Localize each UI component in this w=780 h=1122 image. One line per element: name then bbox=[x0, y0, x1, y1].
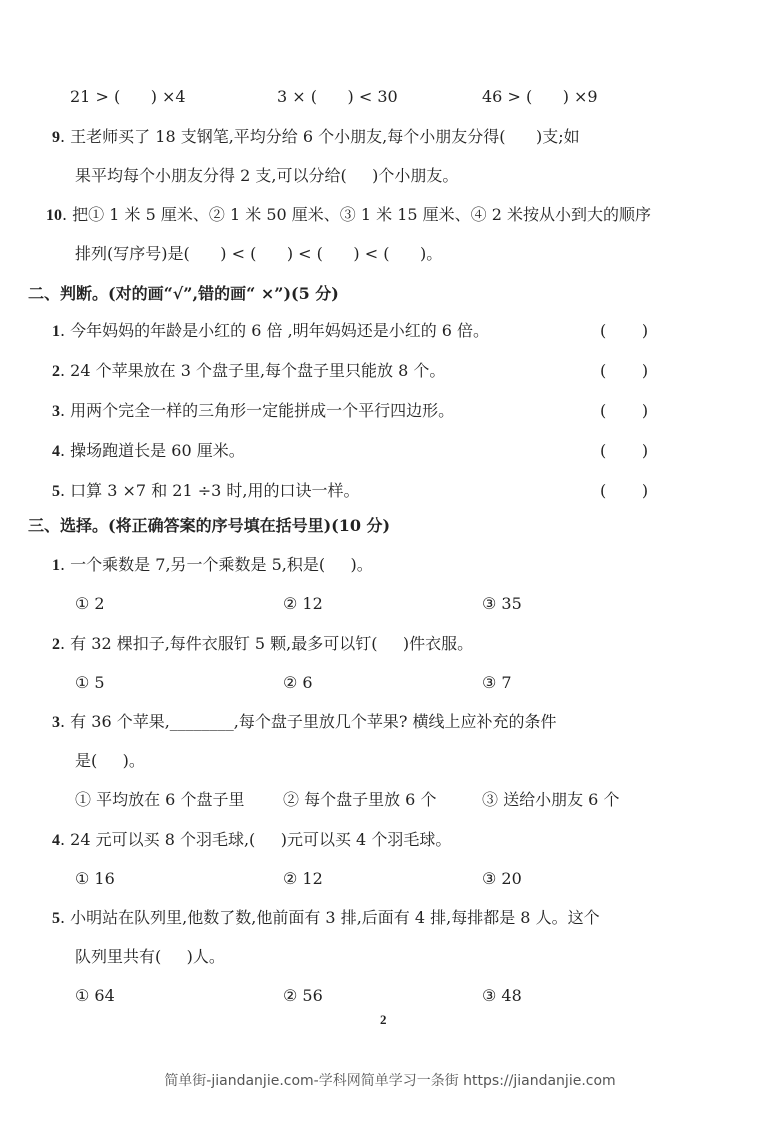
choice-question-cont: 是( )。 bbox=[75, 751, 145, 770]
section-2-title: 二、判断。(对的画“√”,错的画“ ×”)(5 分) bbox=[28, 284, 339, 303]
choice-option[interactable]: ① 平均放在 6 个盘子里 bbox=[75, 790, 245, 809]
answer-bracket[interactable]: ( ) bbox=[600, 321, 649, 340]
choice-option[interactable]: ② 每个盘子里放 6 个 bbox=[283, 790, 437, 809]
answer-bracket[interactable]: ( ) bbox=[600, 361, 649, 380]
answer-bracket[interactable]: ( ) bbox=[600, 401, 649, 420]
choice-question: 3. 有 36 个苹果,________,每个盘子里放几个苹果? 横线上应补充的条件 bbox=[52, 712, 557, 731]
choice-option[interactable]: ③ 48 bbox=[482, 986, 522, 1005]
choice-question: 1. 一个乘数是 7,另一个乘数是 5,积是( )。 bbox=[52, 555, 373, 574]
choice-option[interactable]: ① 2 bbox=[75, 594, 105, 613]
choice-question: 2. 有 32 棵扣子,每件衣服钉 5 颗,最多可以钉( )件衣服。 bbox=[52, 633, 474, 653]
question-9-cont: 果平均每个小朋友分得 2 支,可以分给( )个小朋友。 bbox=[75, 166, 459, 185]
choice-question-cont: 队列里共有( )人。 bbox=[75, 947, 225, 966]
judge-item: 2. 24 个苹果放在 3 个盘子里,每个盘子里只能放 8 个。 bbox=[52, 361, 446, 380]
question-10: 10. 把① 1 米 5 厘米、② 1 米 50 厘米、③ 1 米 15 厘米、④ 2 米按从小到大的顺序 bbox=[46, 205, 651, 224]
page-number: 2 bbox=[380, 1012, 387, 1027]
choice-option[interactable]: ① 16 bbox=[75, 868, 115, 888]
choice-option[interactable]: ③ 送给小朋友 6 个 bbox=[482, 790, 620, 809]
choice-option[interactable]: ② 12 bbox=[283, 594, 323, 613]
section-3-title: 三、选择。(将正确答案的序号填在括号里)(10 分) bbox=[28, 516, 391, 535]
question-10-cont: 排列(写序号)是( ) < ( ) < ( ) < ( )。 bbox=[75, 244, 443, 263]
judge-item: 3. 用两个完全一样的三角形一定能拼成一个平行四边形。 bbox=[52, 401, 455, 420]
answer-bracket[interactable]: ( ) bbox=[600, 481, 649, 500]
judge-item: 5. 口算 3 ×7 和 21 ÷3 时,用的口诀一样。 bbox=[52, 481, 360, 500]
choice-option[interactable]: ① 64 bbox=[75, 986, 115, 1005]
choice-option[interactable]: ① 5 bbox=[75, 672, 105, 692]
choice-question: 5. 小明站在队列里,他数了数,他前面有 3 排,后面有 4 排,每排都是 8 人。这个 bbox=[52, 908, 600, 927]
choice-option[interactable]: ③ 20 bbox=[482, 868, 522, 888]
inequality-2: 3 × ( ) < 30 bbox=[277, 87, 398, 106]
question-9: 9. 王老师买了 18 支钢笔,平均分给 6 个小朋友,每个小朋友分得( )支;如 bbox=[52, 127, 580, 146]
answer-bracket[interactable]: ( ) bbox=[600, 441, 649, 460]
judge-item: 1. 今年妈妈的年龄是小红的 6 倍 ,明年妈妈还是小红的 6 倍。 bbox=[52, 321, 490, 340]
choice-option[interactable]: ② 6 bbox=[283, 672, 313, 692]
choice-option[interactable]: ② 12 bbox=[283, 868, 323, 888]
inequality-1: 21 > ( ) ×4 bbox=[70, 87, 186, 106]
judge-item: 4. 操场跑道长是 60 厘米。 bbox=[52, 441, 245, 460]
choice-option[interactable]: ③ 7 bbox=[482, 672, 512, 692]
choice-question: 4. 24 元可以买 8 个羽毛球,( )元可以买 4 个羽毛球。 bbox=[52, 829, 452, 849]
footer-watermark: 简单街-jiandanjie.com-学科网简单学习一条街 https://jiandanjie.com bbox=[164, 1073, 616, 1089]
choice-option[interactable]: ② 56 bbox=[283, 986, 323, 1005]
choice-option[interactable]: ③ 35 bbox=[482, 594, 522, 613]
inequality-3: 46 > ( ) ×9 bbox=[482, 87, 598, 106]
